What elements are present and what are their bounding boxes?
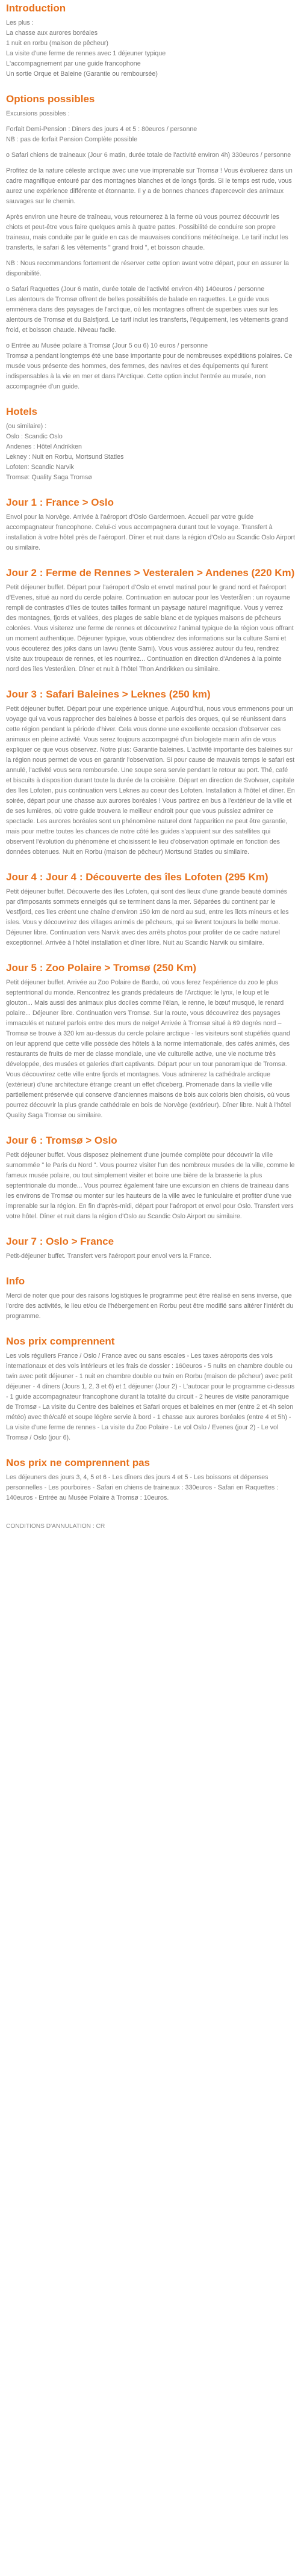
options-paragraph: o Safari chiens de traineaux (Jour 6 matin, durée totale de l'activité environ 4h) 330euros / personne — [6, 152, 291, 159]
intro-item: 1 nuit en rorbu (maison de pêcheur) — [6, 40, 108, 47]
intro-heading: Les plus : — [6, 19, 34, 26]
day-title: Jour 1 : France > Oslo — [6, 497, 114, 508]
hotels-section — [6, 405, 295, 483]
intro-title: Introduction — [6, 2, 66, 14]
options-paragraph: Forfait Demi-Pension : Diners des jours 4 et 5 : 80euros / personne NB : pas de forfait Pension Complète possible — [6, 126, 197, 143]
hotel-item: Lofoten: Scandic Narvik — [6, 464, 74, 471]
day-5-section — [6, 961, 295, 1121]
day-title: Jour 2 : Ferme de Rennes > Vesteralen > Andenes (220 Km) — [6, 567, 295, 578]
day-6-section — [6, 1134, 295, 1222]
itinerary-page — [0, 2, 301, 1535]
hotel-item: Oslo : Scandic Oslo — [6, 433, 63, 440]
day-title: Jour 4 : Jour 4 : Découverte des îles Lofoten (295 Km) — [6, 871, 268, 883]
intro-item: La visite d'une ferme de rennes avec 1 déjeuner typique — [6, 50, 166, 57]
day-1-section — [6, 496, 295, 553]
options-paragraph: o Safari Raquettes (Jour 6 matin, durée totale de l'activité environ 4h) 140euros / personne Les alentours de Tromsø offrent de belles possibilités de balade en raquettes. Le guide vous emmènera dans des paysages de l'arctique, où les montagnes offrent de superbes vues sur les alentours de Tromsø et du Balsfjord. Le tarif inclut les transferts, l'équipement, les vêtements grand froid, et boisson chaude. Niveau facile. — [6, 286, 288, 334]
info-title: Info — [6, 1275, 25, 1287]
options-paragraph: Après environ une heure de traîneau, vous retournerez à la ferme où vous pourrez découvrir les chiots et peut-être vous faire quelques amis à quatre pattes. Possibilité de conduire son propre traineau, mais conduite par le guide en cas de mauvaises conditions météo/neige. Le tarif inclut les transferts, le safari & les vêtements " grand froid ", et boisson chaude. — [6, 213, 288, 251]
info-text: Merci de noter que pour des raisons logistiques le programme peut être réalisé en sens inverse, que l'ordre des activités, le lieu et/ou de l'hébergement en Rorbu peut être modifié sans altérer l'intérêt du programme. — [6, 1292, 294, 1320]
day-text: Petit déjeuner buffet. Départ pour une expérience unique. Aujourd'hui, nous vous emmenons pour un voyage qui va vous rapprocher des baleines à bosse et parfois des orques, qui se réunissent dans cette région pendant la période d'hiver. Cela vous donne une excellente occasion d'observer ces animaux en pleine activité. Vous serez toujours accompagné d'un biologiste marin afin de vous expliquer ce que vous observez. Notre plus: Garantie baleines. L'activité importante des baleines sur la région nous permet de vous en garantir l'observation. Si pour cause de mauvais temps le safari est annulé, l'activité vous sera remboursée. Une soupe sera servie pendant le retour au port. Thé, café et biscuits à disposition durant toute la durée de la croisière. Départ en direction de Svolvaer, capitale des îles Lofoten, puis continuation vers Leknes au coeur des Lofoten. Installation à l'hôtel et dîner. En soirée, départ pour une chasse aux aurores boréales ! Vous partirez en bus à l'extérieur de la ville et de ses lumières, où votre guide trouvera le meilleur endroit pour que vous puissiez admirer ce spectacle. Les aurores boréales sont un phénomène naturel dont l'apparition ne peut être garantie, mais pour mettre toutes les chances de notre côté les guides s'appuient sur des satellites qui observent l'évolution du phénomène et choisissent le lieu d'observation optimale en fonction des données obtenues. Nuit en Rorbu (maison de pêcheur) Mortsund Statles ou similaire. — [6, 705, 295, 856]
intro-section — [6, 2, 295, 79]
day-text: Petit déjeuner buffet. Vous disposez pleinement d'une journée complète pour découvrir la ville surnommée " le Paris du Nord ". Vous pourrez visiter l'un des nombreux musées de la ville, comme le fameux musée polaire, ou tout simplement visiter et boire une bière de la brasserie la plus septentrionale du monde... Vous pourrez également faire une excursion en chiens de traineau dans les environs de Tromsø ou monter sur les hauteurs de la ville avec le funiculaire et profiter d'une vue imprenable sur la région. En fin d'après-midi, départ pour l'aéroport et envol pour Oslo. Transfert vers votre hôtel. Dîner et nuit dans la région d'Oslo au Scandic Oslo Airport ou similaire. — [6, 1152, 295, 1220]
included-section — [6, 1335, 295, 1443]
day-title: Jour 5 : Zoo Polaire > Tromsø (250 Km) — [6, 962, 196, 974]
options-paragraph: NB : Nous recommandons fortement de réserver cette option avant votre départ, pour en assurer la disponibilité. — [6, 260, 289, 277]
intro-item: La chasse aux aurores boréales — [6, 29, 98, 37]
hotel-item: Andenes : Hôtel Andrikken — [6, 443, 82, 450]
day-text: Petit-déjeuner buffet. Transfert vers l'aéroport pour envol vers la France. — [6, 1253, 212, 1260]
hotels-title: Hotels — [6, 406, 37, 417]
excluded-section — [6, 1456, 295, 1503]
day-text: Petit déjeuner buffet. Départ pour l'aéroport d'Oslo et envol matinal pour le grand nord et l'aéroport d'Evenes, situé au nord du cercle polaire. Continuation en autocar pour les Vesterålen : un royaume rempli de contrastes d'îles de toutes tailles formant un paysage naturel magnifique. Vous y verrez des montagnes, fjords et vallées, des plages de sable blanc et de typiques maisons de pêcheurs colorées. Vous visiterez une ferme de rennes et découvrirez l'animal typique de la région vous offrant un moment authentique. Déjeuner typique, vous obtiendrez des informations sur la culture Sami et vous écouterez des joiks dans un lavvu (tente Sami). Vous vous assiérez autour du feu, rendrez visite aux troupeaux de rennes, et les nourrirez... Continuation en direction d'Andenes à la pointe nord des îles Vesterålen. Dîner et nuit à l'hôtel Thon Andrikken ou similaire. — [6, 584, 294, 673]
day-title: Jour 7 : Oslo > France — [6, 1236, 114, 1247]
day-7-section — [6, 1235, 295, 1262]
day-4-section — [6, 871, 295, 948]
included-title: Nos prix comprennent — [6, 1336, 115, 1347]
options-title: Options possibles — [6, 93, 95, 105]
hotel-item: (ou similaire) : — [6, 423, 47, 430]
options-paragraph: o Entrée au Musée polaire à Tromsø (Jour 5 ou 6) 10 euros / personne Tromsø a pendant longtemps été une base importante pour de nombreuses expéditions polaires. Ce musée vous présente des hommes, des femmes, des navires et des équipements qui furent indispensables à la vie en mer et dans l'Arctique. Cette option inclut l'entrée au musée, non accompagnée d'un guide. — [6, 342, 293, 390]
day-2-section — [6, 566, 295, 675]
excluded-text: Les déjeuners des jours 3, 4, 5 et 6 - Les dîners des jours 4 et 5 - Les boissons et dépenses personnelles - Les pourboires - Safari en chiens de traineaux : 330euros - Safari en Raquettes : 140euros - Entrée au Musée Polaire à Tromsø : 10euros. — [6, 1474, 279, 1501]
options-paragraph: Profitez de la nature céleste arctique avec une vue imprenable sur Tromsø ! Vous évoluerez dans un cadre magnifique entouré par des montagnes blanches et de longs fjords. Si le temps est rude, vous aurez une expérience différente et étonnante. Il y a de bonnes chances d'apercevoir des animaux sauvages sur le chemin. — [6, 167, 293, 205]
included-text: Les vols réguliers France / Oslo / France avec ou sans escales - Les taxes aéroports des vols internationaux et des vols intérieurs et les frais de dossier : 160euros - 5 nuits en chambre double ou twin avec petit déjeuner - 1 nuit en chambre double ou twin en Rorbu (maison de pêcheur) avec petit déjeuner - 4 dîners (Jours 1, 2, 3 et 6) et 1 déjeuner (Jour 2) - L'autocar pour le programme ci-dessus - 1 guide accompagnateur francophone durant la totalité du circuit - 2 heures de visite panoramique de Tromsø - La visite du Centre des baleines et Safari orques et baleines en mer (entre 2 et 4h selon météo) avec thé/café et soupe légère servie à bord - 1 chasse aux aurores boréales (entre 4 et 5h) - La visite d'une ferme de rennes - La visite du Zoo Polaire - Le vol Oslo / Evenes (jour 2) - Le vol Tromsø / Oslo (jour 6). — [6, 1352, 295, 1441]
hotel-item: Tromsø: Quality Saga Tromsø — [6, 474, 92, 481]
excluded-title: Nos prix ne comprennent pas — [6, 1457, 150, 1468]
day-3-section — [6, 688, 295, 857]
day-text: Petit déjeuner buffet. Découverte des îles Lofoten, qui sont des lieux d'une grande beauté dominés par d'imposants sommets enneigés qui se terminent dans la mer. Séparées du continent par le Vestfjord, ces îles créent une chaîne d'environ 150 km de nord au sud, entre les îlots mineurs et les isles. Vous y découvrirez des villages animés de pêcheurs, qui se livrent toujours la belle morue. Déjeuner libre. Continuation vers Narvik avec des arrêts photos pour profiter de ce cadre naturel exceptionnel. Arrivée à l'hôtel installation et dîner libre. Nuit au Scandic Narvik ou similaire. — [6, 888, 289, 946]
intro-item: L'accompagnement par une guide francophone — [6, 60, 141, 67]
options-heading: Excursions possibles : — [6, 110, 70, 117]
intro-item: Un sortie Orque et Baleine (Garantie ou remboursée) — [6, 70, 158, 78]
cancellation-conditions: CONDITIONS D'ANNULATION : CR — [6, 1523, 105, 1530]
day-title: Jour 6 : Tromsø > Oslo — [6, 1135, 117, 1146]
options-section — [6, 93, 295, 392]
day-text: Petit déjeuner buffet. Arrivée au Zoo Polaire de Bardu, où vous ferez l'expérience du zoo le plus septentrional du monde. Rencontrez les grands prédateurs de l'Arctique: le lynx, le loup et le glouton... Mais aussi des animaux plus dociles comme l'élan, le renne, le bœuf musqué, le renard polaire... Déjeuner libre. Continuation vers Tromsø. Sur la route, vous découvrirez des paysages immaculés et naturel parfois entre des murs de neige! Arrivée à Tromsø situé à 69 degrés nord – Tromsø se trouve à 320 km au-dessus du cercle polaire arctique - les visiteurs sont stupéfiés quand on leur apprend que cette ville possède des hôtels à la norme internationale, des cafés animés, des restaurants de fruits de mer de classe mondiale, une vie culturelle active, une vie nocturne très développée, des musées et galeries d'art captivants. Départ pour un tour panoramique de Tromsø. Vous découvrirez cette ville entre fjords et montagnes. Vous admirerez la cathédrale arctique (extérieur) d'une architecture étrange creant un effet d'iceberg. Promenade dans la vieille ville partiellement préservée qui conserve d'anciennes maisons de bois aux coloris bien choisis, où vous pourrez découvrir la plus grande cathédrale en bois de Norvège (extérieur). Dîner libre. Nuit à l'hôtel Quality Saga Tromsø ou similaire. — [6, 979, 291, 1119]
day-title: Jour 3 : Safari Baleines > Leknes (250 km) — [6, 688, 211, 700]
info-section — [6, 1275, 295, 1322]
hotel-item: Lekney : Nuit en Rorbu, Mortsund Statles — [6, 453, 124, 461]
day-text: Envol pour la Norvège. Arrivée à l'aéroport d'Oslo Gardermoen. Accueil par votre guide accompagnateur francophone. Celui-ci vous accompagnera durant tout le voyage. Transfert à installation à votre hôtel près de l'aéroport. Dîner et nuit dans la région d'Oslo au Scandic Oslo Airport ou similaire. — [6, 514, 295, 551]
